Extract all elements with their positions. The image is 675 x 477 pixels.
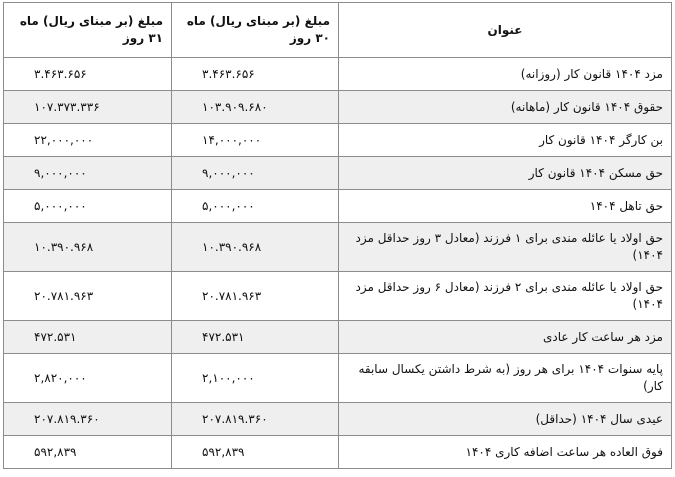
row-value-30: ۵,۰۰۰,۰۰۰ bbox=[172, 190, 339, 223]
row-value-31: ۴۷۲.۵۳۱ bbox=[4, 321, 172, 354]
table-header-row bbox=[4, 3, 672, 58]
row-title: فوق العاده هر ساعت اضافه کاری ۱۴۰۴ bbox=[339, 436, 672, 469]
row-value-31: ۱۰.۳۹۰.۹۶۸ bbox=[4, 223, 172, 272]
row-value-30: ۲۰.۷۸۱.۹۶۳ bbox=[172, 272, 339, 321]
table-row bbox=[4, 58, 672, 91]
row-value-31: ۲۰۷.۸۱۹.۳۶۰ bbox=[4, 403, 172, 436]
column-header-title: عنوان bbox=[339, 3, 672, 58]
table-row bbox=[4, 157, 672, 190]
table-row bbox=[4, 272, 672, 321]
row-value-31: ۲۲,۰۰۰,۰۰۰ bbox=[4, 124, 172, 157]
row-title: بن کارگر ۱۴۰۴ قانون کار bbox=[339, 124, 672, 157]
table-row bbox=[4, 403, 672, 436]
row-value-30: ۳.۴۶۳.۶۵۶ bbox=[172, 58, 339, 91]
table-row bbox=[4, 223, 672, 272]
row-title: حق تاهل ۱۴۰۴ bbox=[339, 190, 672, 223]
table-row bbox=[4, 436, 672, 469]
row-value-30: ۴۷۲.۵۳۱ bbox=[172, 321, 339, 354]
table-row bbox=[4, 190, 672, 223]
wage-table bbox=[3, 2, 672, 469]
row-value-31: ۲۰.۷۸۱.۹۶۳ bbox=[4, 272, 172, 321]
row-title: حقوق ۱۴۰۴ قانون کار (ماهانه) bbox=[339, 91, 672, 124]
row-title: حق اولاد یا عائله مندی برای ۱ فرزند (معادل ۳ روز حداقل مزد ۱۴۰۴) bbox=[339, 223, 672, 272]
table-row bbox=[4, 321, 672, 354]
row-title: حق مسکن ۱۴۰۴ قانون کار bbox=[339, 157, 672, 190]
row-value-30: ۹,۰۰۰,۰۰۰ bbox=[172, 157, 339, 190]
row-value-31: ۵,۰۰۰,۰۰۰ bbox=[4, 190, 172, 223]
row-value-31: ۳.۴۶۳.۶۵۶ bbox=[4, 58, 172, 91]
row-title: پایه سنوات ۱۴۰۴ برای هر روز (به شرط داشتن یکسال سابقه کار) bbox=[339, 354, 672, 403]
column-header-amount-30: مبلغ (بر مبنای ریال) ماه ۳۰ روز bbox=[172, 3, 339, 58]
table-row bbox=[4, 91, 672, 124]
row-value-31: ۱۰۷.۳۷۳.۳۳۶ bbox=[4, 91, 172, 124]
row-value-30: ۵۹۲,۸۳۹ bbox=[172, 436, 339, 469]
table-row bbox=[4, 124, 672, 157]
row-title: مزد هر ساعت کار عادی bbox=[339, 321, 672, 354]
column-header-amount-31: مبلغ (بر مبنای ریال) ماه ۳۱ روز bbox=[4, 3, 172, 58]
table-row bbox=[4, 354, 672, 403]
row-value-31: ۹,۰۰۰,۰۰۰ bbox=[4, 157, 172, 190]
row-title: عیدی سال ۱۴۰۴ (حداقل) bbox=[339, 403, 672, 436]
row-value-31: ۵۹۲,۸۳۹ bbox=[4, 436, 172, 469]
row-value-30: ۱۴,۰۰۰,۰۰۰ bbox=[172, 124, 339, 157]
row-value-30: ۲۰۷.۸۱۹.۳۶۰ bbox=[172, 403, 339, 436]
row-value-30: ۲,۱۰۰,۰۰۰ bbox=[172, 354, 339, 403]
row-value-30: ۱۰۳.۹۰۹.۶۸۰ bbox=[172, 91, 339, 124]
row-title: حق اولاد یا عائله مندی برای ۲ فرزند (معادل ۶ روز حداقل مزد ۱۴۰۴) bbox=[339, 272, 672, 321]
row-title: مزد ۱۴۰۴ قانون کار (روزانه) bbox=[339, 58, 672, 91]
row-value-30: ۱۰.۳۹۰.۹۶۸ bbox=[172, 223, 339, 272]
row-value-31: ۲,۸۲۰,۰۰۰ bbox=[4, 354, 172, 403]
